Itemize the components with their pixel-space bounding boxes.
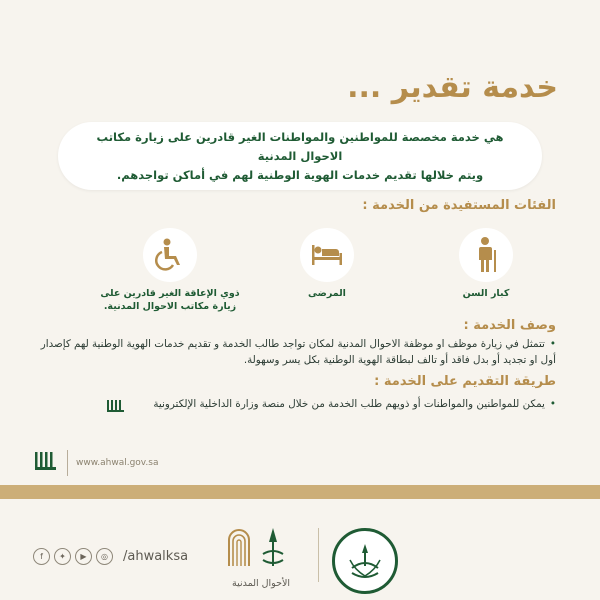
divider bbox=[318, 528, 319, 582]
description-title: وصف الخدمة : bbox=[463, 318, 556, 333]
ahwal-logo bbox=[216, 520, 306, 589]
description-text: • تتمثل في زيارة موظف او موظفة الاحوال المدنية لمكان تواجد طالب الخدمة و تقديم خدمات الهوية الوطنية لهم كإصدار أول او تجديد أو بدل فاقد أو تالف لبطاقة الهوية الوطنية بكل يسر وسهولة. bbox=[40, 336, 556, 368]
twitter-icon[interactable]: ✦ bbox=[54, 548, 71, 565]
ministry-emblem-icon bbox=[332, 528, 398, 594]
category-label: المرضى bbox=[308, 288, 346, 299]
intro-line-2: ويتم خلالها تقديم خدمات الهوية الوطنية لهم في أماكن تواجدهم. bbox=[116, 167, 484, 182]
intro-line-1: هي خدمة مخصصة للمواطنين والمواطنات الغير قادرين على زيارة مكاتب الاحوال المدنية bbox=[96, 129, 504, 163]
org-name: الأحوال المدنية bbox=[231, 578, 291, 589]
intro-box bbox=[58, 122, 542, 190]
divider bbox=[67, 450, 68, 476]
category-label: كبار السن bbox=[462, 288, 510, 299]
category-label: ذوي الإعاقة الغير قادرين على زيارة مكاتب الاحوال المدنية. bbox=[100, 288, 240, 312]
instagram-icon[interactable]: ◎ bbox=[96, 548, 113, 565]
apply-text: • يمكن للمواطنين والمواطنات أو ذويهم طلب الخدمة من خلال منصة وزارة الداخلية الإلكترونية bbox=[40, 396, 556, 412]
intro-text bbox=[58, 128, 542, 185]
category-disabled bbox=[100, 228, 240, 313]
page-title: خدمة تقدير ... bbox=[347, 70, 558, 105]
absher-logo-icon bbox=[33, 450, 59, 476]
category-elderly bbox=[427, 228, 545, 300]
apply-title: طريقة التقديم على الخدمة : bbox=[374, 374, 556, 389]
categories-title: الفئات المستفيدة من الخدمة : bbox=[362, 198, 556, 213]
category-patients bbox=[268, 228, 386, 300]
wheelchair-icon bbox=[143, 228, 197, 282]
website-block bbox=[33, 450, 159, 476]
elderly-icon bbox=[459, 228, 513, 282]
footer-band bbox=[0, 485, 600, 499]
absher-logo-icon bbox=[106, 398, 126, 417]
social-links bbox=[33, 548, 188, 565]
website-link[interactable]: www.ahwal.gov.sa bbox=[76, 458, 159, 468]
hospital-bed-icon bbox=[300, 228, 354, 282]
youtube-icon[interactable]: ▶ bbox=[75, 548, 92, 565]
fingerprint-palm-emblem-icon bbox=[221, 520, 301, 572]
facebook-icon[interactable]: f bbox=[33, 548, 50, 565]
social-handle[interactable]: /ahwalksa bbox=[123, 549, 189, 564]
